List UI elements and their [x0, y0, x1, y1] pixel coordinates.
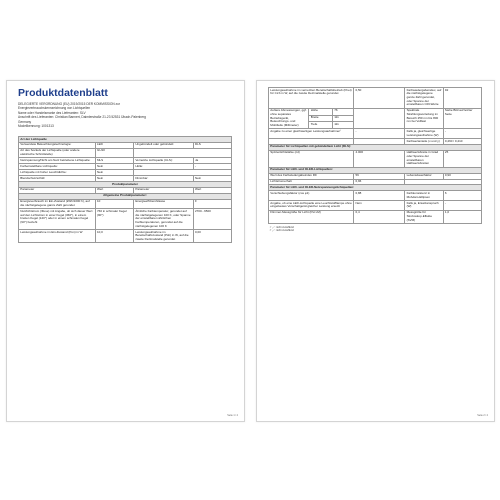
supplier-country: Germany: [18, 119, 32, 124]
table-row: Äußere Abmessungen, ggf. ohne separates Betriebsgerät, Beleuchtungs- und Mobilteile (Millimeter) Höhe 76 Spektrale Strahlungsverteilung im Bereich 250 nm bis 800 nm bei Volllast Siehe Bild auf letzter Seite: [269, 108, 482, 115]
table-row: Angabe zu einer gleichwertigen Leistungsaufnahme¹⁾ - Falls ja, gleichwertige Leistungsaufnahme (W) -: [269, 129, 482, 139]
table-header-row: Parameter Wert Parameter Wert: [19, 187, 232, 193]
intro-block: [18, 102, 232, 128]
table-row: Lichtquelle mit hoher Leuchtdichte: Nein: [19, 170, 232, 176]
product-table-part2: [268, 87, 482, 233]
table-row: Verwendete Beleuchtungstechnologie: LED Ungebündelt oder gebündelt: DLS: [19, 142, 232, 148]
section-product-params: Produktparameter: [19, 181, 232, 187]
table-row: Tiefe 111: [269, 122, 482, 129]
footnotes: [269, 223, 482, 233]
table-row: Nutzlichtstrom (Φuse) mit Angabe, ob sich dieser Wert auf den Lichtstrom in einer Kugel (360°), in einem breiten Kegel (120°) oder in einem schmalen Kegel (90°) bezieht 760 in schmaler Kegel (90°) Ähnliche Farbtemperatur, gerundet auf die nächstgelegenen 100 K, oder Spanne der einstellbaren ähnlichen Farbtemperaturen, gerundet auf die nächstgelegenen 100 K 2700...6500: [19, 209, 232, 230]
dimensions-label: Äußere Abmessungen, ggf. ohne separates Betriebsgerät, Beleuchtungs- und Mobilteile (Millimeter): [269, 108, 309, 129]
table-row: Netzspannung/Nicht am Netz betriebene Lichtquelle: MLS Vernetzte Lichtquelle (CLS): Ja: [19, 158, 232, 164]
table-row: Breite 111: [269, 115, 482, 122]
spectral-label: Spektrale Strahlungsverteilung im Bereich 250 nm bis 800 nm bei Volllast: [405, 108, 443, 129]
model-id: Modellkennung: 1001313: [18, 124, 54, 129]
table-row: Leistungsaufnahme im vernetzten Bereitschaftsbetrieb (Pnet) für CLS in W, auf die zweite Dezimalstelle gerundet 0,50 Farbwiedergabeindex, auf die nächstgelegene ganze Zahl gerundet, oder Spanne der einstellbaren CRI-Werte 92: [269, 88, 482, 109]
datasheet-page-1: [6, 80, 245, 422]
section-mains: Parameter für LED- und OLED-Netzspannungslichtquellen:: [269, 185, 482, 191]
table-row: Farbeinstellbare Lichtquelle: Nein Hülle: -: [19, 164, 232, 170]
section-light-type: Art der Lichtquelle: [19, 137, 232, 143]
table-row: Art des Sockels der Lichtquelle (oder andere elektrische Schnittstelle) GU10: [19, 148, 232, 158]
page-footer: Seite 2 / 2: [477, 414, 488, 417]
table-row: Verschiebungsfaktor (cos φ1) 0,88 Farbkonsistenz in McAdam-Ellipsen 6: [269, 191, 482, 201]
datasheet-page-2: [256, 80, 495, 422]
product-table-part1: [18, 136, 232, 243]
intro-line: Energieverbrauchskennzeichnung von Lichtquellen: [18, 106, 91, 111]
table-row: Energieverbrauch im Ein-Zustand (kWh/1000 h), auf die nächstgelegene ganze Zahl gerundet 10 Energieeffizienzklasse F: [19, 199, 232, 209]
section-directional: Parameter für Lichtquellen mit gebündeltem Licht (DLS):: [269, 144, 482, 150]
footnote: ²⁾ „-“: nicht zutreffend: [269, 229, 294, 233]
section-led: Parameter für LED- und OLED-Lichtquellen:: [269, 167, 482, 173]
table-row: Lichtstromerhalt 0,96: [269, 179, 482, 185]
table-row: Angabe, ob eine LED-Lichtquelle eine Leuchtstofflampe ohne eingebautes Vorschaltgerät gleicher Leistung ersetzt Nein Falls ja, Ersatzanspruch (W) -: [269, 200, 482, 210]
page-footer: Seite 1 / 2: [227, 414, 238, 417]
section-general-params: Allgemeine Produktparameter:: [19, 193, 232, 199]
supplier-address: Anschrift des Lieferanten: Christian Bannert, Daimlerstraße 21-23 52531 Übach-Palenberg: [18, 115, 146, 120]
table-row: Flimmer-Messgröße für Licht (Pst LM) 0,4 Messgröße für Stroboskop-Effekte (SVM) 1,0: [269, 210, 482, 223]
table-row: Spitzenlichtstärke (cd) 4.000 Halbwertsbreite in Grad oder Spanne der einstellbaren Halbwertsbreiten 25: [269, 150, 482, 167]
table-row: Wert des Farbwiedergabeindex R9 59 Lebensdauerfaktor 0,90: [269, 173, 482, 179]
page-title: Produktdatenblatt: [18, 87, 108, 99]
footnote: ¹⁾ „-“: nicht zutreffend: [269, 225, 294, 229]
table-row: Farbwertanteile (x und y) 0,460 / 0,410: [269, 139, 482, 145]
intro-line: DELEGIERTE VERORDNUNG (EU) 2019/2015 DER KOMMISSION zur: [18, 102, 120, 106]
table-row: Leistungsaufnahme im Ein-Zustand (Pon) in W 10,0 Leistungsaufnahme im Bereitschaftszustand (Psb) in W, auf die zweite Dezimalstelle gerundet 0,00: [19, 229, 232, 242]
supplier-name: Name oder Handelsmarke des Lieferanten: SLV: [18, 110, 86, 115]
table-row: Blendschutzschild: Nein Dimmbar: Nein: [19, 176, 232, 182]
spectral-value: Siehe Bild auf letzter Seite: [443, 108, 481, 129]
